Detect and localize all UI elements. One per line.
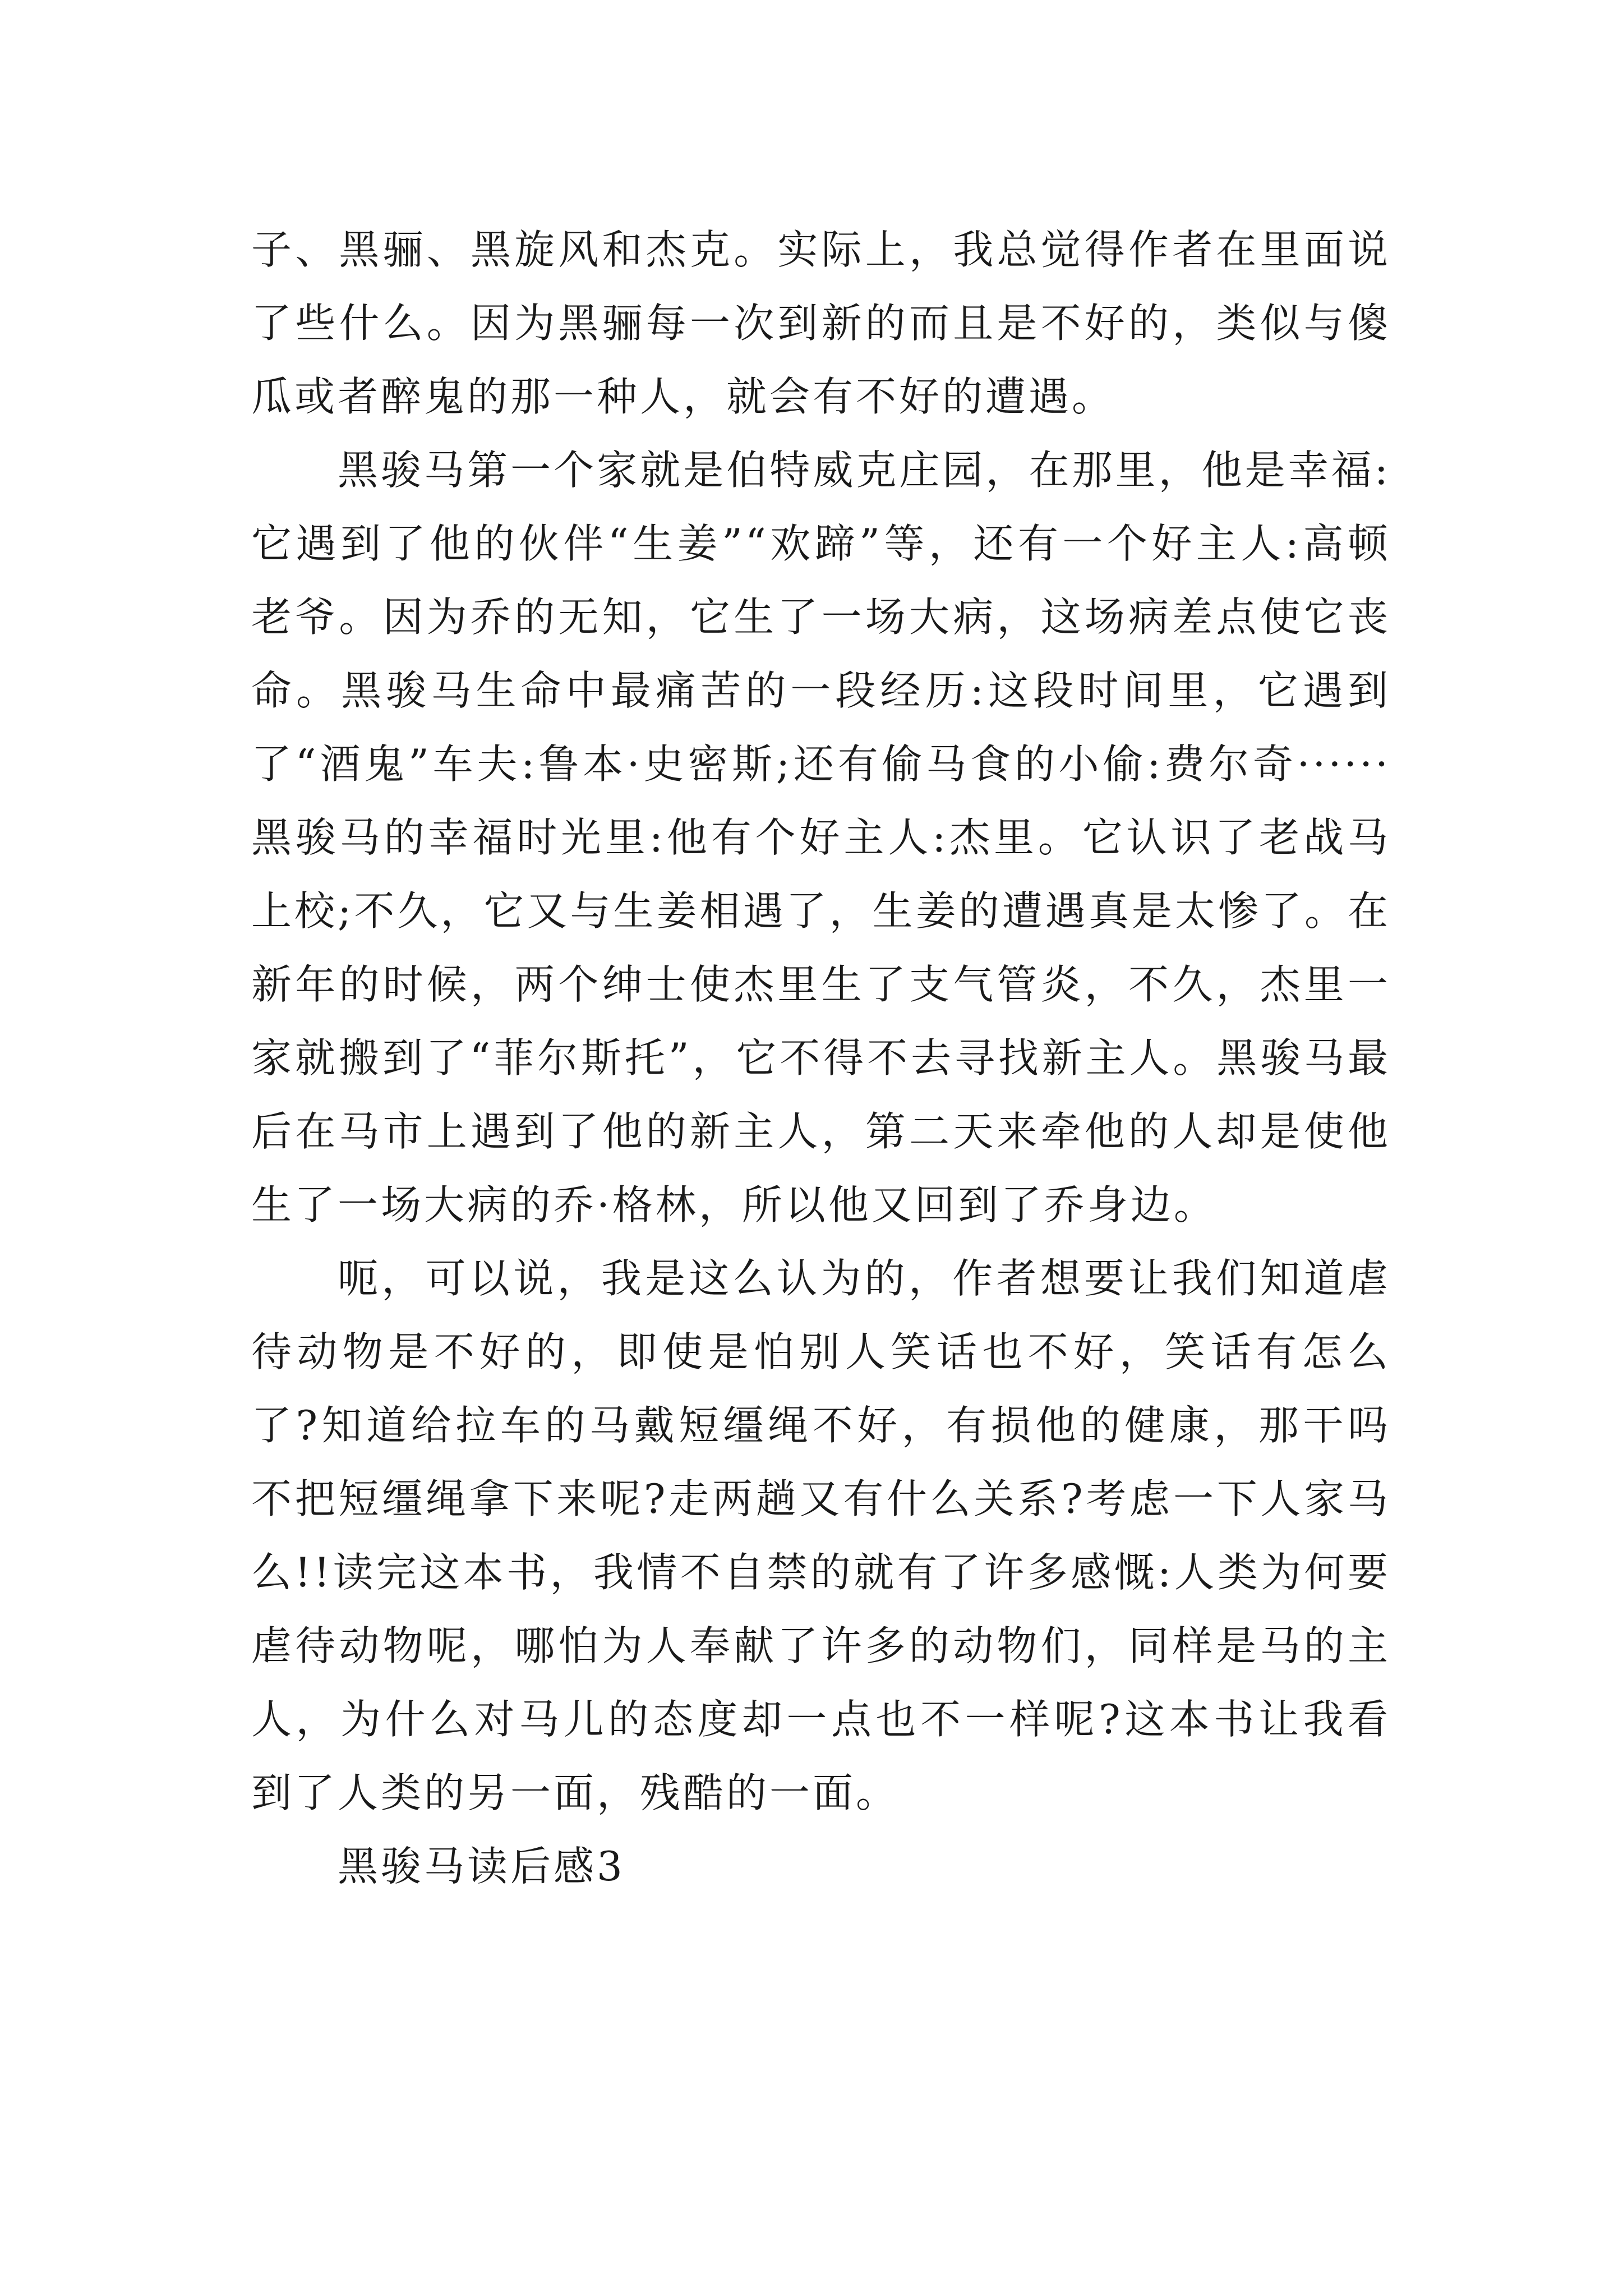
section-heading: 黑骏马读后感3	[338, 1843, 625, 1890]
paragraph-2: 黑骏马第一个家就是伯特威克庄园，在那里，他是幸福:它遇到了他的伙伴“生姜”“欢蹄”等，还有一个好主人:高顿老爷。因为乔的无知，它生了一场大病，这场病差点使它丧命。黑骏马生命中最痛苦的一段经历:这段时间里，它遇到了“酒鬼”车夫:鲁本·史密斯;还有偷马食的小偷:费尔奇······黑骏马的幸福时光里:他有个好主人:杰里。它认识了老战马上校;不久，它又与生姜相遇了，生姜的遭遇真是太惨了。在新年的时候，两个绅士使杰里生了支气管炎，不久，杰里一家就搬到了“菲尔斯托”，它不得不去寻找新主人。黑骏马最后在马市上遇到了他的新主人，第二天来牵他的人却是使他生了一场大病的乔·格林，所以他又回到了乔身边。	[251, 447, 1391, 1228]
document-page	[251, 213, 1391, 1903]
paragraph-3: 呃，可以说，我是这么认为的，作者想要让我们知道虐待动物是不好的，即使是怕别人笑话也不好，笑话有怎么了?知道给拉车的马戴短缰绳不好，有损他的健康，那干吗不把短缰绳拿下来呢?走两趟又有什么关系?考虑一下人家马么!!读完这本书，我情不自禁的就有了许多感慨:人类为何要虐待动物呢，哪怕为人奉献了许多的动物们，同样是马的主人，为什么对马儿的态度却一点也不一样呢?这本书让我看到了人类的另一面，残酷的一面。	[251, 1255, 1391, 1816]
paragraph-1: 子、黑骊、黑旋风和杰克。实际上，我总觉得作者在里面说了些什么。因为黑骊每一次到新的而且是不好的，类似与傻瓜或者醉鬼的那一种人，就会有不好的遭遇。	[251, 226, 1391, 420]
